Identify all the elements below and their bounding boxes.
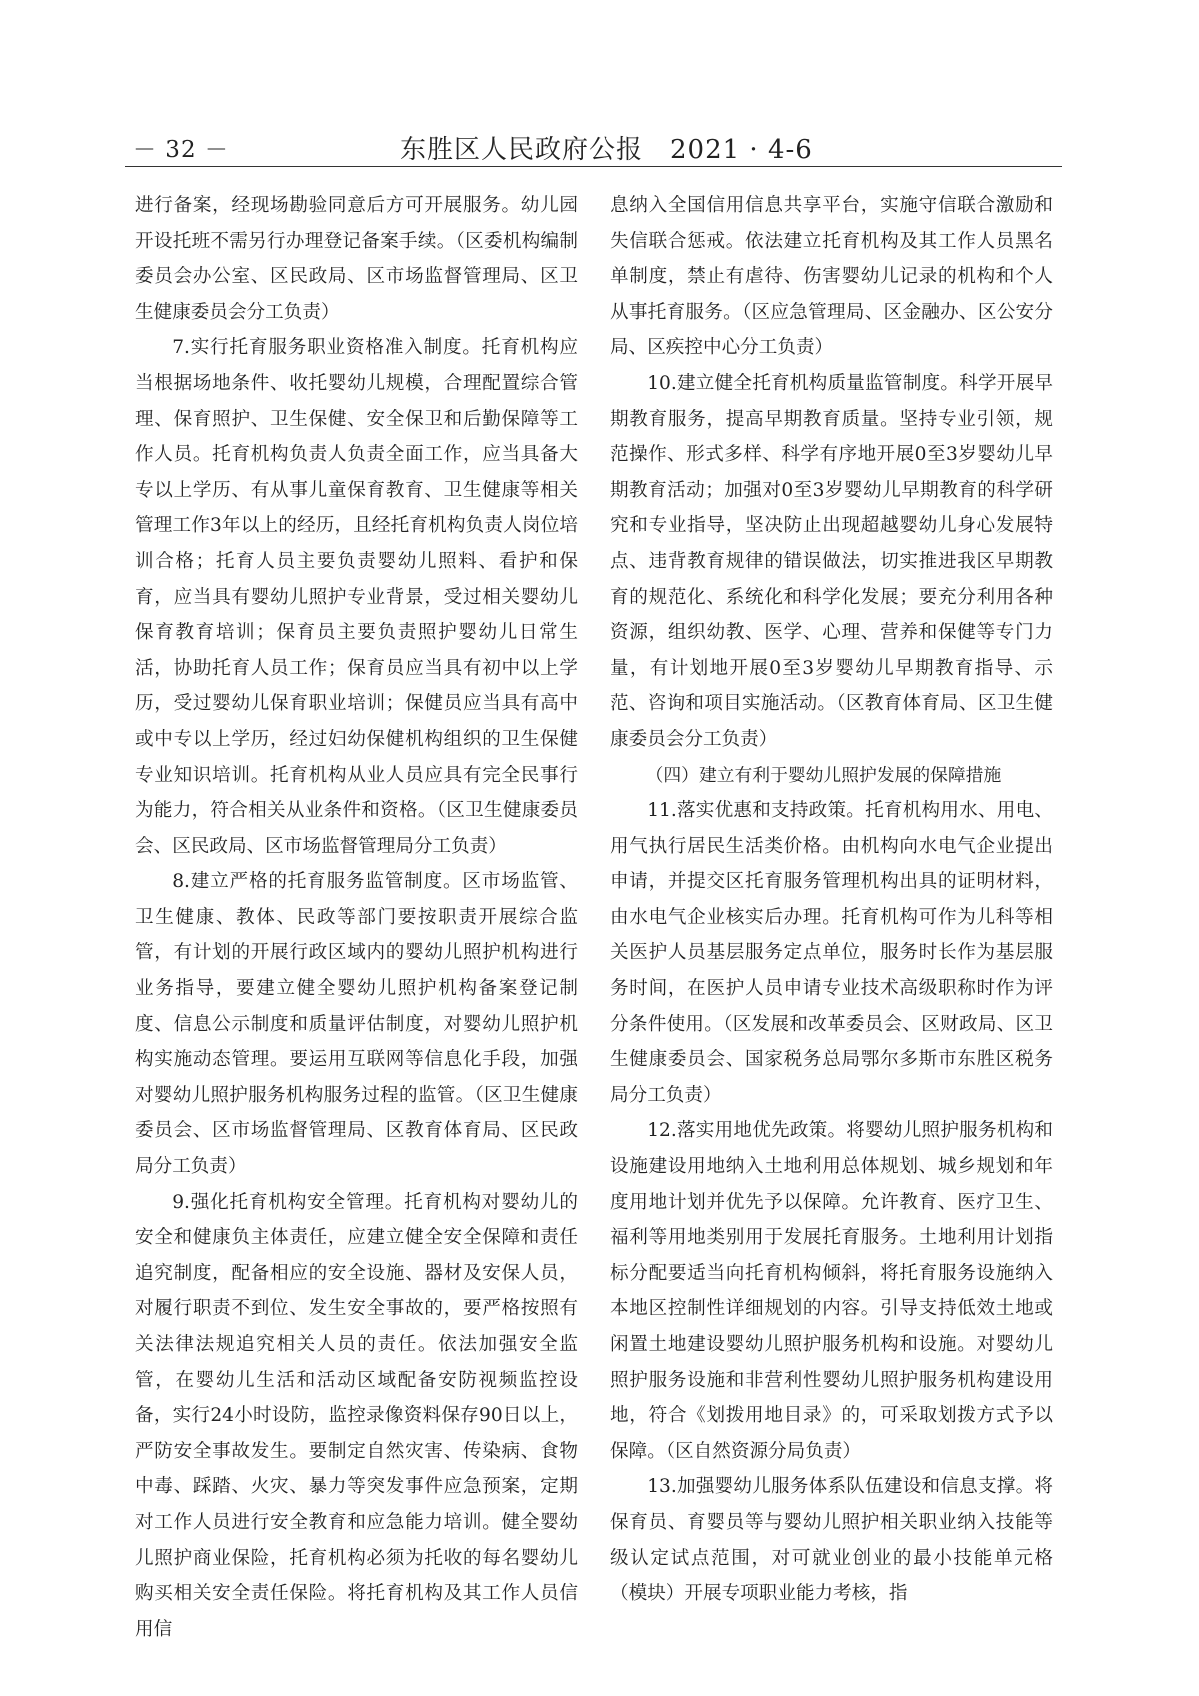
paragraph-item-8: 8.建立严格的托育服务监管制度。区市场监管、卫生健康、教体、民政等部门要按职责开展综合监管，有计划的开展行政区域内的婴幼儿照护机构进行业务指导，要建立健全婴幼儿照护机构备案登记制度、信息公示制度和质量评估制度，对婴幼儿照护机构实施动态管理。要运用互联网等信息化手段，加强对婴幼儿照护服务机构服务过程的监管。（区卫生健康委员会、区市场监督管理局、区教育体育局、区民政局分工负责）: [135, 871, 578, 1178]
section-subheading: （四）建立有利于婴幼儿照护发展的保障措施: [645, 764, 1002, 786]
page-header: [125, 128, 1062, 164]
publication-title: 东胜区人民政府公报 2021 · 4-6: [400, 135, 813, 165]
header-rule: [125, 166, 1062, 167]
paragraph-continued: 息纳入全国信用信息共享平台，实施守信联合激励和失信联合惩戒。依法建立托育机构及其工作人员黑名单制度，禁止有虐待、伤害婴幼儿记录的机构和个人从事托育服务。（区应急管理局、区金融办、区公安分局、区疾控中心分工负责）: [610, 195, 1053, 359]
paragraph-continued: 进行备案，经现场勘验同意后方可开展服务。幼儿园开设托班不需另行办理登记备案手续。（区委机构编制委员会办公室、区民政局、区市场监督管理局、区卫生健康委员会分工负责）: [135, 195, 578, 323]
paragraph-item-13: 13.加强婴幼儿服务体系队伍建设和信息支撑。将保育员、育婴员等与婴幼儿照护相关职业纳入技能等级认定试点范围，对可就业创业的最小技能单元格（模块）开展专项职业能力考核，指: [610, 1476, 1053, 1605]
paragraph-item-12: 12.落实用地优先政策。将婴幼儿照护服务机构和设施建设用地纳入土地利用总体规划、城乡规划和年度用地计划并优先予以保障。允许教育、医疗卫生、福利等用地类别用于发展托育服务。土地利用计划指标分配要适当向托育机构倾斜，将托育服务设施纳入本地区控制性详细规划的内容。引导支持低效土地或闲置土地建设婴幼儿照护服务机构和设施。对婴幼儿照护服务设施和非营利性婴幼儿照护服务机构建设用地，符合《划拨用地目录》的，可采取划拨方式予以保障。（区自然资源分局负责）: [610, 1120, 1053, 1462]
paragraph-item-11: 11.落实优惠和支持政策。托育机构用水、用电、用气执行居民生活类价格。由机构向水电气企业提出申请，并提交区托育服务管理机构出具的证明材料，由水电气企业核实后办理。托育机构可作为儿科等相关医护人员基层服务定点单位，服务时长作为基层服务时间，在医护人员申请专业技术高级职称时作为评分条件使用。（区发展和改革委员会、区财政局、区卫生健康委员会、国家税务总局鄂尔多斯市东胜区税务局分工负责）: [610, 800, 1053, 1106]
paragraph-item-7: 7.实行托育服务职业资格准入制度。托育机构应当根据场地条件、收托婴幼儿规模，合理配置综合管理、保育照护、卫生保健、安全保卫和后勤保障等工作人员。托育机构负责人负责全面工作，应当具备大专以上学历、有从事儿童保育教育、卫生健康等相关管理工作3年以上的经历，且经托育机构负责人岗位培训合格；托育人员主要负责婴幼儿照料、看护和保育，应当具有婴幼儿照护专业背景，受过相关婴幼儿保育教育培训；保育员主要负责照护婴幼儿日常生活，协助托育人员工作；保育员应当具有初中以上学历，受过婴幼儿保育职业培训；保健员应当具有高中或中专以上学历，经过妇幼保健机构组织的卫生保健专业知识培训。托育机构从业人员应具有完全民事行为能力，符合相关从业条件和资格。（区卫生健康委员会、区民政局、区市场监督管理局分工负责）: [135, 337, 578, 857]
paragraph-item-10: 10.建立健全托育机构质量监管制度。科学开展早期教育服务，提高早期教育质量。坚持专业引领，规范操作、形式多样、科学有序地开展0至3岁婴幼儿早期教育活动；加强对0至3岁婴幼儿早期教育的科学研究和专业指导，坚决防止出现超越婴幼儿身心发展特点、违背教育规律的错误做法，切实推进我区早期教育的规范化、系统化和科学化发展；要充分利用各种资源，组织幼教、医学、心理、营养和保健等专门力量，有计划地开展0至3岁婴幼儿早期教育指导、示范、咨询和项目实施活动。（区教育体育局、区卫生健康委员会分工负责）: [610, 372, 1053, 750]
paragraph-item-9: 9.强化托育机构安全管理。托育机构对婴幼儿的安全和健康负主体责任，应建立健全安全保障和责任追究制度，配备相应的安全设施、器材及安保人员，对履行职责不到位、发生安全事故的，要严格按照有关法律法规追究相关人员的责任。依法加强安全监管，在婴幼儿生活和活动区域配备安防视频监控设备，实行24小时设防，监控录像资料保存90日以上，严防安全事故发生。要制定自然灾害、传染病、食物中毒、踩踏、火灾、暴力等突发事件应急预案，定期对工作人员进行安全教育和应急能力培训。健全婴幼儿照护商业保险，托育机构必须为托收的每名婴幼儿购买相关安全责任保险。将托育机构及其工作人员信用信: [135, 1191, 578, 1640]
page-number: － 32 －: [133, 137, 229, 163]
right-column: [610, 188, 1053, 1612]
left-column: [135, 188, 578, 1647]
